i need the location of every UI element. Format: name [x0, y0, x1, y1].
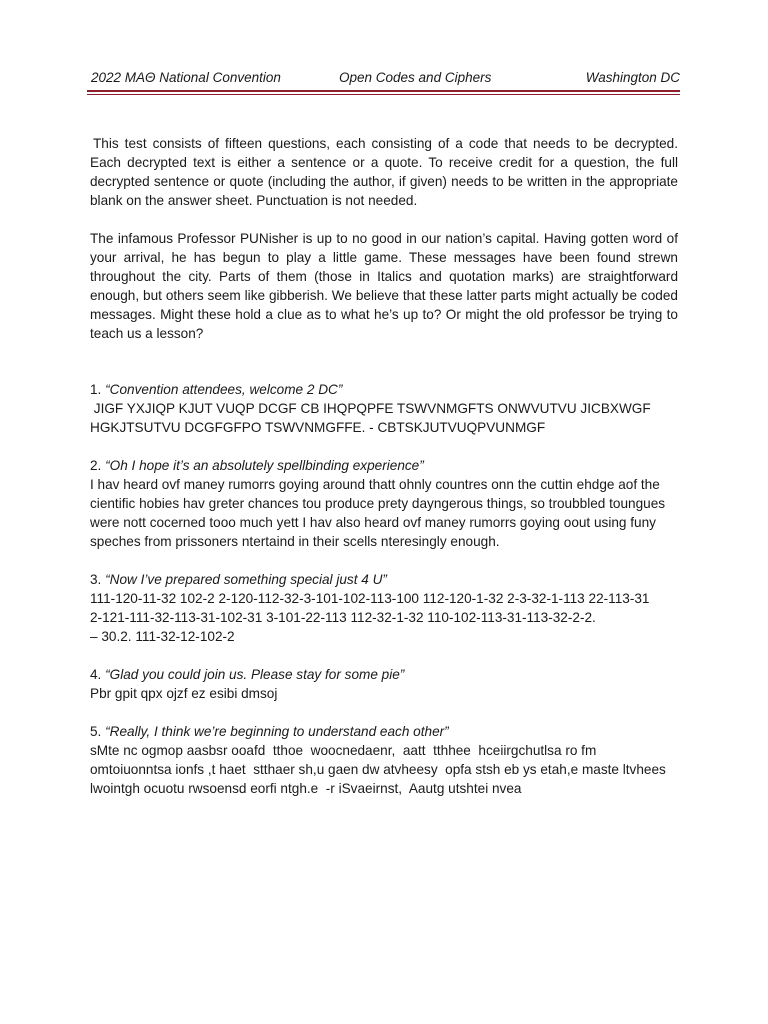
cipher-line: sMte nc ogmop aasbsr ooafd tthoe woocnedaenr, aatt tthhee hceiirgchutlsa ro fm	[90, 743, 597, 758]
question-title: “Convention attendees, welcome 2 DC”	[105, 382, 343, 397]
question-1	[90, 380, 690, 437]
page-header	[91, 70, 680, 90]
cipher-line: 111-120-11-32 102-2 2-120-112-32-3-101-102-113-100 112-120-1-32 2-3-32-1-113 22-113-31	[90, 591, 650, 606]
question-title: “Glad you could join us. Please stay for some pie”	[105, 667, 405, 682]
cipher-line: omtoiuonntsa ionfs ,t haet stthaer sh,u gaen dw atvheesy opfa stsh eb ys etah,e maste ltvhees	[90, 762, 666, 777]
story-paragraph: The infamous Professor PUNisher is up to no good in our nation’s capital. Having gotten word of your arrival, he has begun to play a little game. These messages have been found strewn throughout the city. Parts of them (those in Italics and quotation marks) are straightforward enough, but others seem like gibberish. We believe that these latter parts might actually be coded messages. Might these hold a clue as to what he’s up to? Or might the old professor be trying to teach us a lesson?	[90, 231, 678, 341]
question-number: 2.	[90, 458, 102, 473]
question-heading	[90, 456, 690, 475]
cipher-line: HGKJTSUTVU DCGFGFPO TSWVNMGFFE. - CBTSKJUTVUQPVUNMGF	[90, 420, 546, 435]
question-title: “Really, I think we’re beginning to understand each other”	[105, 724, 449, 739]
header-event-name: 2022 MAΘ National Convention	[91, 70, 281, 85]
question-2	[90, 456, 690, 551]
question-number: 1.	[90, 382, 102, 397]
instructions-paragraph: This test consists of fifteen questions, each consisting of a code that needs to be decrypted. Each decrypted text is either a sentence or a quote. To receive credit for a question, the full decrypted sentence or quote (including the author, if given) needs to be written in the appropriate blank on the answer sheet. Punctuation is not needed.	[90, 136, 678, 208]
cipher-line: JIGF YXJIQP KJUT VUQP DCGF CB IHQPQPFE TSWVNMGFTS ONWVUTVU JICBXWGF	[90, 401, 651, 416]
question-heading	[90, 380, 690, 399]
question-3	[90, 570, 690, 646]
cipher-line: – 30.2. 111-32-12-102-2	[90, 629, 235, 644]
header-rule-thick	[87, 90, 680, 92]
cipher-line: speches from prissoners ntertaind in their scells nteresingly enough.	[90, 534, 500, 549]
question-4	[90, 665, 690, 703]
question-title: “Now I’ve prepared something special just 4 U”	[105, 572, 387, 587]
question-heading	[90, 665, 690, 684]
cipher-line: cientific hobies hav greter chances tou produce prety dayngerous things, so troubbled toungues	[90, 496, 666, 511]
question-title: “Oh I hope it’s an absolutely spellbinding experience”	[105, 458, 424, 473]
question-heading	[90, 722, 690, 741]
question-number: 5.	[90, 724, 102, 739]
header-location: Washington DC	[585, 70, 680, 85]
question-number: 4.	[90, 667, 102, 682]
cipher-line: lwointgh ocuotu rwsoensd eorfi ntgh.e -r iSvaeirnst, Aautg utshtei nvea	[90, 781, 522, 796]
cipher-line: I hav heard ovf maney rumorrs goying around thatt ohnly countres onn the cuttin ehdge aof the	[90, 477, 660, 492]
question-5	[90, 722, 690, 798]
question-number: 3.	[90, 572, 102, 587]
header-rule-thin	[87, 94, 680, 95]
cipher-line: Pbr gpit qpx ojzf ez esibi dmsoj	[90, 686, 278, 701]
header-test-title: Open Codes and Ciphers	[339, 70, 492, 85]
cipher-line: 2-121-111-32-113-31-102-31 3-101-22-113 112-32-1-32 110-102-113-31-113-32-2-2.	[90, 610, 596, 625]
question-heading	[90, 570, 690, 589]
cipher-line: were nott cocerned tooo much yett I hav also heard ovf maney rumorrs goying oout using funy	[90, 515, 656, 530]
